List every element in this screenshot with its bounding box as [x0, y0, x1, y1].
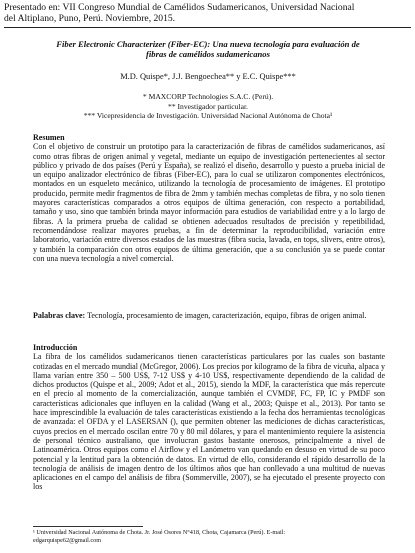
footnote-line-1: ¹ Universidad Nacional Autónoma de Chota. Jr. José Osores N°418, Chota, Cajamarca (Perú). E-mail:: [33, 529, 286, 536]
keywords-section: [33, 311, 385, 320]
introduction-section: [33, 343, 385, 492]
conference-header-line-2: del Altiplano, Puno, Perú. Noviembre, 2015.: [4, 13, 176, 24]
conference-header: [4, 2, 399, 24]
conference-header-line-1: Presentado en: VII Congreso Mundial de Camélidos Sudamericanos, Universidad Nacional: [4, 2, 355, 13]
abstract-section: [33, 133, 385, 263]
keywords-label: Palabras clave:: [33, 311, 86, 320]
paper-title-line-2: fibras de camélidos sudamericanos: [146, 49, 270, 59]
paper-title-line-1: Fiber Electronic Characterizer (Fiber-EC): Una nueva tecnología para evaluación de: [56, 39, 360, 49]
affiliation-2: ** Investigador particular.: [168, 101, 248, 111]
affiliation-3: *** Vicepresidencia de Investigación. Universidad Nacional Autónoma de Chota¹: [83, 111, 333, 120]
footnote-divider: [33, 526, 143, 527]
introduction-text: La fibra de los camélidos sudamericanos tienen características particulares por las cuales son bastante cotizadas en el mercado mundial (McGregor, 2006). Los precios por kilogramo de la fibra de vicuña, alpaca y llama varían entre 350 – 500 US$, 7-12 US$ y 4-10 US$, respectivamente dependiendo de la calidad de dichos productos (Quispe et al., 2009; Adot et al., 2015), siendo la MDF, la característica que más repercute en el precio al momento de la comercialización, aunque también el CVMDF, FC, FP, IC y PMDF son características adicionales que influyen en la calidad (Wang et al., 2003; Quispe et al., 2013). Por tanto se hace imprescindible la evaluación de tales características existiendo a la fecha dos herramientas tecnológicas de avanzada: el OFDA y el LASERSAN (), que permiten obtener las mediciones de dichas características, cuyos precios en el mercado oscilan entre 70 y 80 mil dólares, y para el mantenimiento requiere la asistencia de personal técnico australiano, que involucran gastos bastante onerosos, principalmente a nivel de Latinoamérica. Otros equipos como el Airflow y el Lanómetro van quedando en desuso en virtud de su poco potencial y la lentitud para la obtención de datos. En virtud de ello, considerando el rápido desarrollo de la tecnología de análisis de imagen dentro de los últimos años que han conllevado a una multitud de nuevas aplicaciones en el campo del análisis de fibra (Sommerville, 2007), se ha ejecutado el presente proyecto con los: [33, 352, 385, 492]
abstract-text: Con el objetivo de construir un prototipo para la caracterización de fibras de camélidos sudamericanos, así como otras fibras de origen animal y vegetal, mediante un equipo de investigación pertenecientes al sector público y privado de dos países (Perú y España), se realizó el diseño, desarrollo y puesto a prueba inicial de un equipo analizador electrónico de fibras (Fiber-EC), para lo cual se utilizaron componentes electrónicos, montados en un esqueleto mecánico, utilizando la tecnología de procesamiento de imágenes. El prototipo producido, permite medir fragmentos de fibra de 2mm y también mechas completas de fibra, y no solo tienen mayores características comparados a otros equipos de última generación, con respecto a portabilidad, tamaño y uso, sino que también brinda mayor información para estudios de variabilidad entre y a lo largo de fibras. A la primera prueba de calidad se obtienen adecuados resultados de precisión y repetibilidad, recomendándose realizar mayores pruebas, a fin de determinar la reproducibilidad, variación entre laboratorio, variación entre diversos estados de las muestras (fibra sucia, lavada, en tops, slivers, entre otros), y también la comparación con otros equipos de última generación, que a su conclusión ya se puede contar con una nueva tecnología a nivel comercial.: [33, 142, 385, 263]
abstract-heading: Resumen: [33, 133, 65, 142]
affiliations: [33, 92, 383, 121]
introduction-heading: Introducción: [33, 343, 78, 352]
authors: M.D. Quispe*, J.J. Bengoechea** y E.C. Quispe***: [120, 72, 296, 81]
footnote-line-2: edgarquispe62@gmail.com: [33, 536, 102, 544]
affiliation-1: * MAXCORP Technologies S.A.C. (Perú).: [142, 92, 274, 101]
footnote: [33, 529, 385, 544]
header-divider: [4, 27, 411, 28]
keywords-paragraph: [33, 311, 385, 320]
keywords-text: Tecnología, procesamiento de imagen, caracterización, equipo, fibras de origen animal.: [85, 311, 367, 320]
paper-title: [33, 39, 383, 59]
